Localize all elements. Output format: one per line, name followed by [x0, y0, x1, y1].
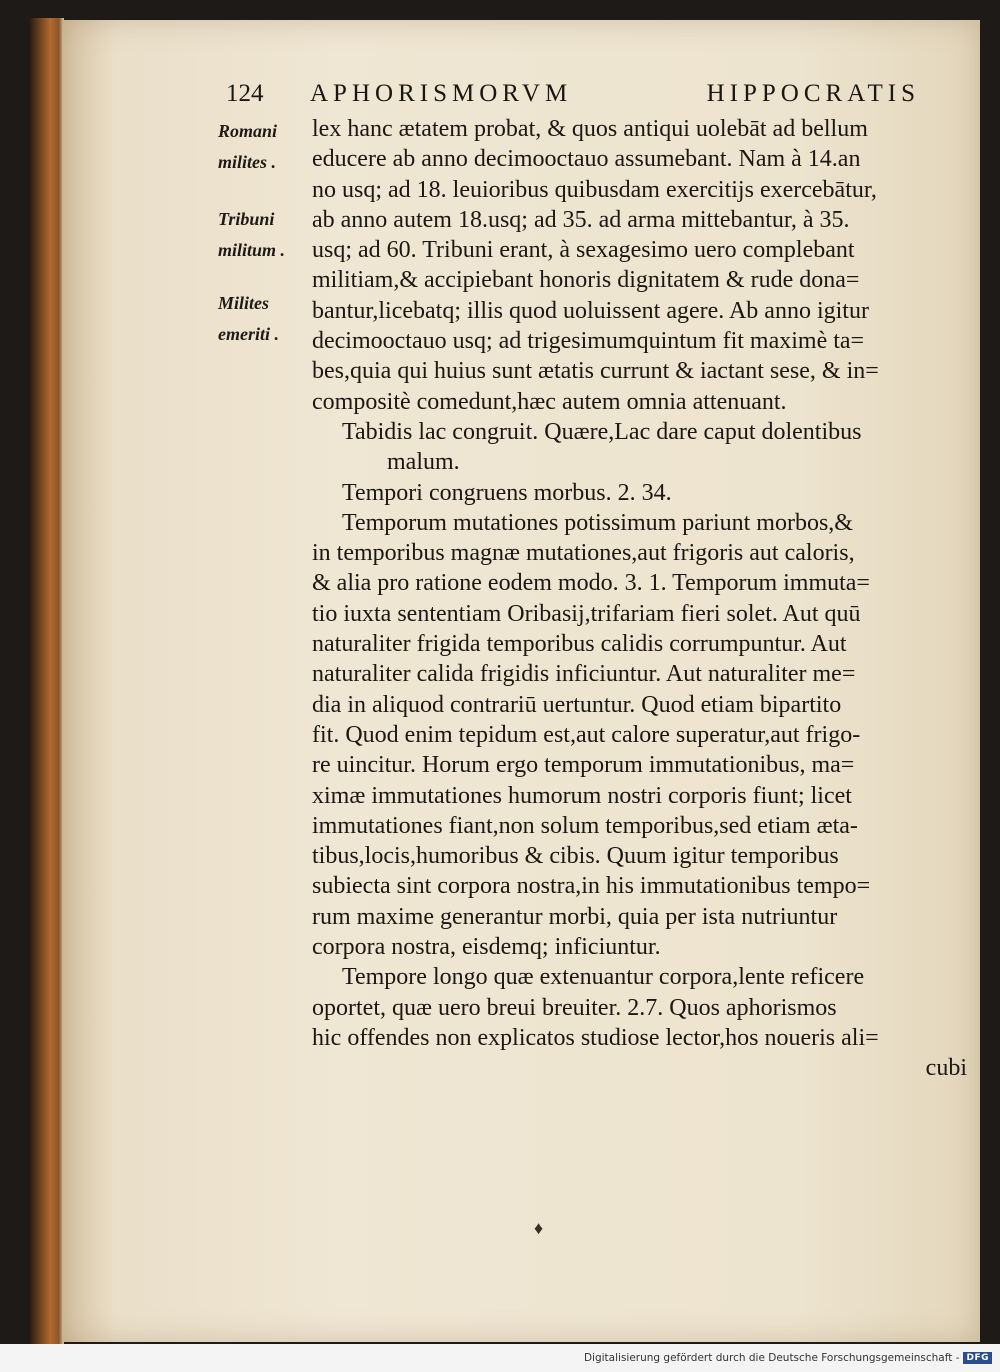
text-line: dia in aliquod contrariū uertuntur. Quod etiam bipartito: [312, 691, 842, 718]
text-line: naturaliter frigida temporibus calidis corrumpuntur. Aut: [312, 631, 847, 658]
text-line: rum maxime generantur morbi, quia per ista nutriuntur: [312, 903, 838, 930]
body-text: [312, 114, 967, 1084]
text-line: usq; ad 60. Tribuni erant, à sexagesimo uero complebant: [312, 237, 855, 264]
text-line: immutationes fiant,non solum temporibus,sed etiam æta-: [312, 812, 858, 839]
book-binding: [30, 18, 64, 1344]
text-line: educere ab anno decimooctauo assumebant. Nam à 14.an: [312, 146, 861, 173]
text-line: cubi: [925, 1055, 967, 1082]
dfg-logo: DFG: [963, 1352, 992, 1364]
text-line: malum.: [387, 449, 460, 476]
text-line: Tempore longo quæ extenuantur corpora,lente reficere: [342, 964, 865, 991]
text-line: ximæ immutationes humorum nostri corporis fiunt; licet: [312, 782, 852, 809]
text-line: naturaliter calida frigidis inficiuntur. Aut naturaliter me=: [312, 661, 856, 688]
running-title-word-1: APHORISMORVM: [310, 80, 573, 107]
text-line: decimooctauo usq; ad trigesimumquintum fit maximè ta=: [312, 328, 865, 355]
printer-mark: ♦: [534, 1218, 544, 1238]
text-line: Tempori congruens morbus. 2. 34.: [342, 479, 672, 506]
text-line: re uincitur. Horum ergo temporum immutationibus, ma=: [312, 752, 855, 779]
text-line: & alia pro ratione eodem modo. 3. 1. Temporum immuta=: [312, 570, 870, 597]
running-title-word-2: HIPPOCRATIS: [706, 80, 920, 107]
text-line: Temporum mutationes potissimum pariunt morbos,&: [342, 509, 853, 536]
text-line: subiecta sint corpora nostra,in his immutationibus tempo=: [312, 873, 871, 900]
margin-note-tribuni-militum: Tribuni militum .: [218, 209, 286, 260]
margin-note-milites-emeriti: Milites emeriti .: [218, 293, 279, 344]
page-number: 124: [226, 80, 264, 107]
text-line: in temporibus magnæ mutationes,aut frigoris aut caloris,: [312, 540, 855, 567]
text-line: no usq; ad 18. leuioribus quibusdam exercitijs exercebātur,: [312, 176, 877, 203]
text-line: tibus,locis,humoribus & cibis. Quum igitur temporibus: [312, 843, 839, 870]
text-line: hic offendes non explicatos studiose lector,hos noueris ali=: [312, 1024, 879, 1051]
dfg-credit: [584, 1352, 992, 1364]
text-line: bes,quia qui huius sunt ætatis currunt & iactant sese, & in=: [312, 358, 879, 385]
text-line: oportet, quæ uero breui breuiter. 2.7. Quos aphorismos: [312, 994, 837, 1021]
text-line: fit. Quod enim tepidum est,aut calore superatur,aut frigo-: [312, 721, 861, 748]
text-line: ab anno autem 18.usq; ad 35. ad arma mittebantur, à 35.: [312, 206, 850, 233]
running-title: [310, 80, 920, 108]
text-line: tio iuxta sententiam Oribasij,trifariam fieri solet. Aut quū: [312, 600, 861, 627]
text-line: bantur,licebatq; illis quod uoluissent agere. Ab anno igitur: [312, 297, 869, 324]
text-line: Tabidis lac congruit. Quære,Lac dare caput dolentibus: [342, 418, 862, 445]
text-line: militiam,& accipiebant honoris dignitatem & rude dona=: [312, 267, 860, 294]
text-line: corpora nostra, eisdemq; inficiuntur.: [312, 934, 661, 961]
text-line: lex hanc ætatem probat, & quos antiqui uolebāt ad bellum: [312, 116, 868, 142]
margin-note-romani-milites: Romani milites .: [218, 121, 278, 172]
dfg-credit-text: Digitalisierung gefördert durch die Deutsche Forschungsgemeinschaft -: [583, 1352, 960, 1364]
text-line: compositè comedunt,hæc autem omnia attenuant.: [312, 388, 787, 415]
